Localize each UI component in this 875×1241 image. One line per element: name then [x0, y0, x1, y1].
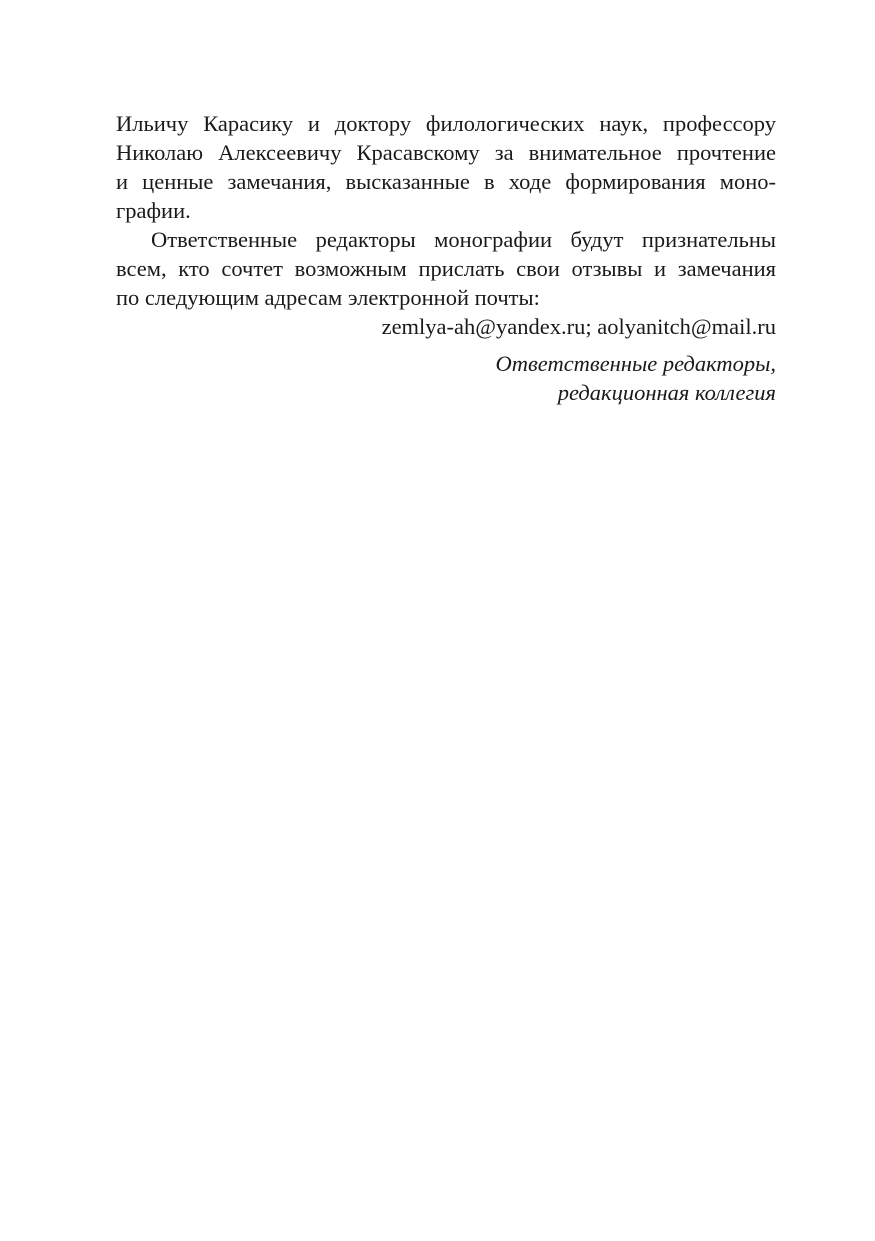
text-line: Ответственные редакторы монографии будут признательны	[151, 227, 776, 252]
feedback-request-paragraph	[116, 225, 776, 312]
document-page	[116, 109, 776, 407]
acknowledgement-paragraph	[116, 109, 776, 225]
text-line: графии.	[116, 198, 191, 223]
editors-signature	[116, 349, 776, 407]
text-line: Николаю Алексеевичу Красавскому за внимательное прочтение	[116, 140, 776, 165]
signature-line: редакционная коллегия	[557, 380, 776, 405]
text-line: Ильичу Карасику и доктору филологических наук, профессору	[116, 111, 776, 136]
signature-line: Ответственные редакторы,	[495, 351, 776, 376]
contact-emails[interactable]: zemlya-ah@yandex.ru; aolyanitch@mail.ru	[381, 314, 776, 339]
text-line: всем, кто сочтет возможным прислать свои отзывы и замечания	[116, 256, 776, 281]
text-line: и ценные замечания, высказанные в ходе формирования моно-	[116, 169, 776, 194]
text-line: по следующим адресам электронной почты:	[116, 285, 540, 310]
